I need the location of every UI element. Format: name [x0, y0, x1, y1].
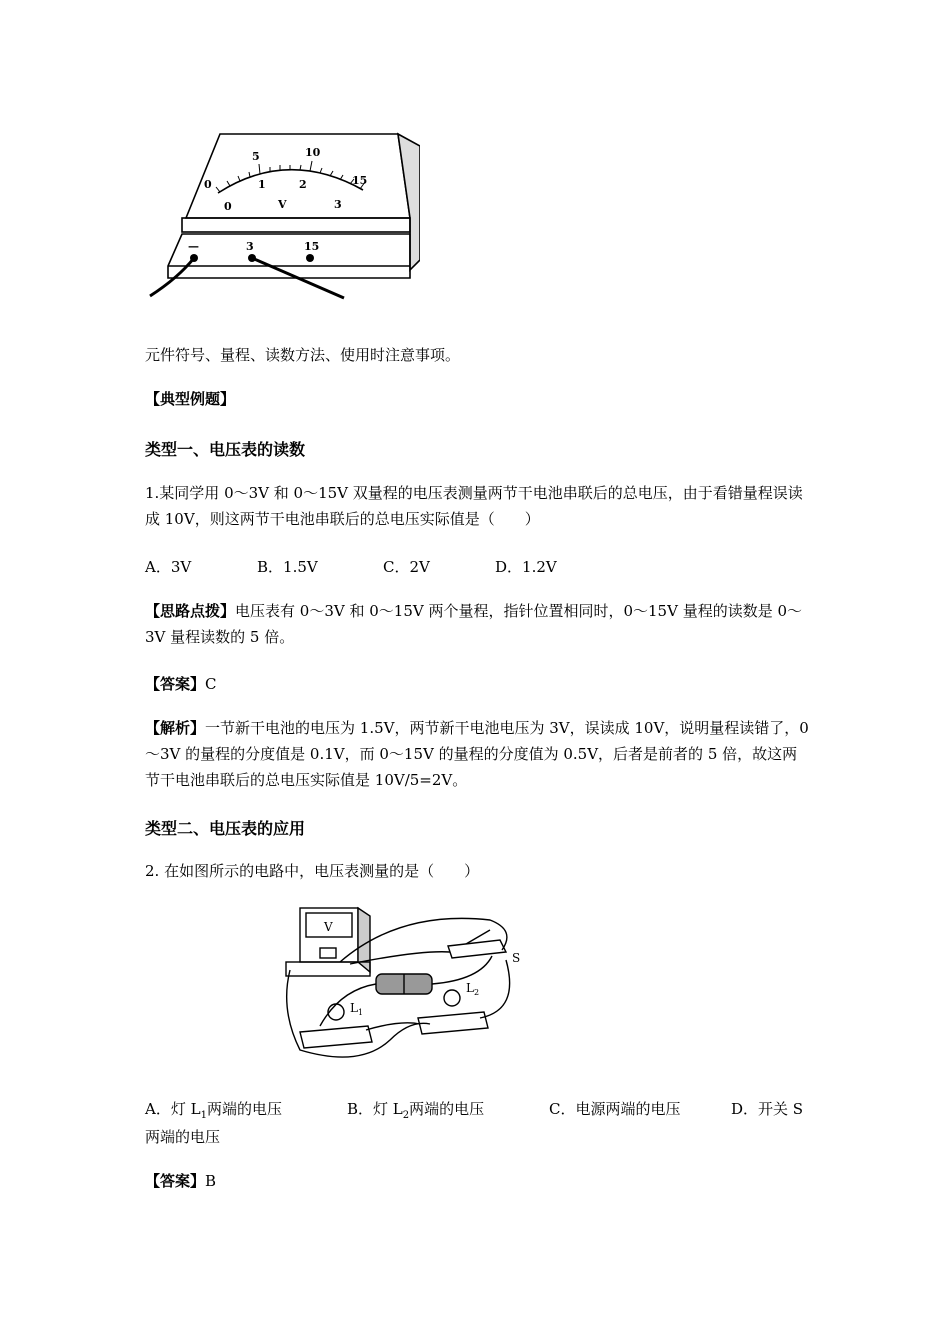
- meter-side: [398, 134, 420, 270]
- q1-option-c: C．2V: [383, 558, 430, 576]
- q2-answer: [145, 1168, 810, 1194]
- q2-answer-value: B: [205, 1172, 217, 1190]
- hint-text: 电压表有 0～3V 和 0～15V 两个量程，指针位置相同时，0～15V 量程的读数是 0～3V 量程读数的 5 倍。: [145, 602, 803, 646]
- wire-5: [320, 984, 376, 1026]
- inner-scale-1: 1: [258, 178, 266, 191]
- analysis-label: 【解析】: [145, 719, 206, 737]
- wire-left: [150, 258, 194, 296]
- meter-strip: [182, 218, 410, 232]
- q2-answer-label: 【答案】: [145, 1172, 206, 1190]
- switch-label: S: [512, 951, 521, 965]
- hint-label: 【思路点拨】: [145, 602, 236, 620]
- q1-analysis: [145, 715, 810, 793]
- inner-scale-0: 0: [224, 200, 232, 213]
- question-1-options: [145, 554, 810, 580]
- l1-label: $L_1$: [350, 1001, 364, 1017]
- scale-arc: [218, 170, 363, 193]
- question-2-options: [145, 1096, 810, 1122]
- q2-option-b: B．灯 $L_2$两端的电压: [347, 1100, 485, 1121]
- meter-base: [168, 234, 410, 278]
- q1-option-b: B．1.5V: [257, 558, 318, 576]
- q1-answer: [145, 671, 810, 697]
- wire-7: [480, 960, 510, 1018]
- q2-option-a: A．灯 $L_1$两端的电压: [145, 1100, 282, 1121]
- voltmeter-base: [286, 962, 370, 976]
- question-1-text: 1.某同学用 0～3V 和 0～15V 双量程的电压表测量两节干电池串联后的总电压，由于看错量程误读成 10V，则这两节干电池串联后的总电压实际值是（ ）: [145, 484, 803, 528]
- lamp-l2-board: [418, 1012, 488, 1034]
- wire-4: [432, 956, 492, 984]
- switch-board: [448, 940, 506, 958]
- outer-scale-0: 0: [204, 178, 212, 191]
- outer-scale-15: 15: [352, 174, 368, 187]
- analysis-text: 一节新干电池的电压为 1.5V，两节新干电池电压为 3V，误读成 10V，说明量程读错了，0～3V 的量程的分度值是 0.1V，而 0～15V 的量程的分度值为 0.5V，后者是前者的 5 倍，故这两节干电池串联后的总电压实际值是 10V/5=2V。: [145, 719, 809, 789]
- circuit-figure: [280, 900, 530, 1065]
- q1-option-a: A．3V: [145, 558, 192, 576]
- lamp-l1-board: [300, 1026, 372, 1048]
- voltmeter-figure: [148, 128, 420, 300]
- q2-option-d-wrap: 两端的电压: [145, 1128, 221, 1146]
- q2-option-d: D．开关 S: [731, 1100, 804, 1118]
- meter-face: [186, 134, 410, 218]
- inner-scale-3: 3: [334, 198, 342, 211]
- q1-option-d: D．1.2V: [495, 558, 557, 576]
- q1-hint: [145, 598, 810, 650]
- q2-option-c: C．电源两端的电压: [549, 1100, 681, 1118]
- lamp-l2: [444, 990, 460, 1006]
- l2-label: $L_2$: [466, 981, 480, 997]
- question-2-text: 2. 在如图所示的电路中，电压表测量的是（ ）: [145, 862, 480, 880]
- examples-heading: 【典型例题】: [145, 390, 236, 408]
- intro-text: 元件符号、量程、读数方法、使用时注意事项。: [145, 346, 461, 364]
- unit-label: V: [278, 198, 287, 211]
- type2-heading: 类型二、电压表的应用: [145, 819, 306, 838]
- outer-scale-5: 5: [252, 150, 260, 163]
- inner-scale-2: 2: [299, 178, 307, 191]
- answer-value: C: [205, 675, 217, 693]
- wire-6: [366, 1023, 420, 1030]
- lamp-l1: [328, 1004, 344, 1020]
- type1-heading: 类型一、电压表的读数: [145, 440, 306, 459]
- terminal-15: [306, 254, 314, 262]
- outer-scale-10: 10: [305, 146, 321, 159]
- terminal-15-label: 15: [304, 240, 320, 253]
- answer-label: 【答案】: [145, 675, 206, 693]
- meter-unit-label: V: [324, 920, 333, 934]
- terminal-minus-label: —: [188, 240, 199, 253]
- terminal-3-label: 3: [246, 240, 254, 253]
